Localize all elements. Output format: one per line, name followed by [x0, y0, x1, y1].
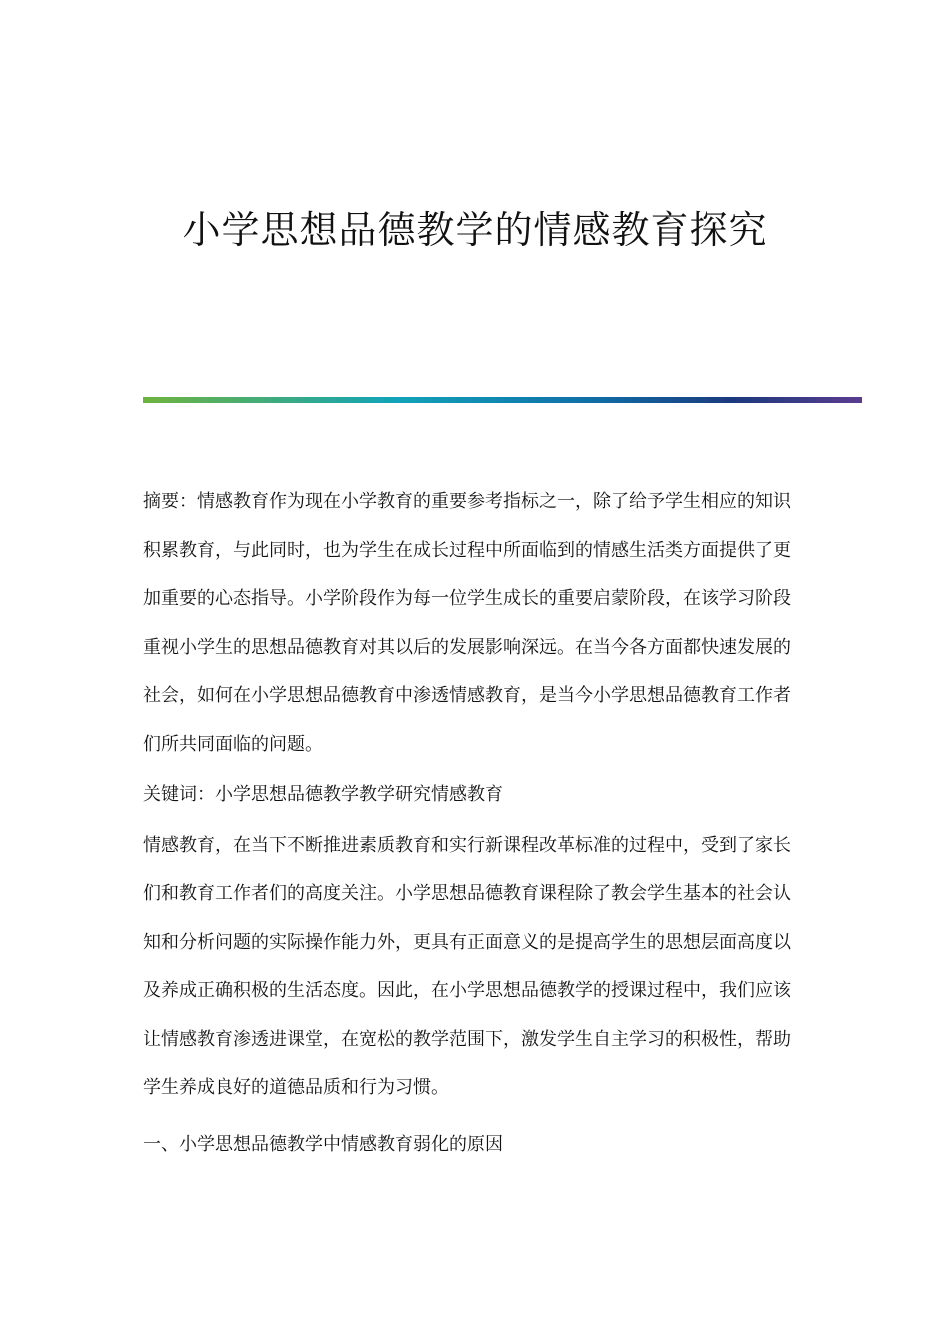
title-divider: [143, 397, 862, 403]
section-heading-1: 一、小学思想品德教学中情感教育弱化的原因: [143, 1133, 503, 1155]
abstract-paragraph: 摘要：情感教育作为现在小学教育的重要参考指标之一，除了给予学生相应的知识积累教育，与此同时，也为学生在成长过程中所面临到的情感生活类方面提供了更加重要的心态指导。小学阶段作为每一位学生成长的重要启蒙阶段，在该学习阶段重视小学生的思想品德教育对其以后的发展影响深远。在当今各方面都快速发展的社会，如何在小学思想品德教育中渗透情感教育，是当今小学思想品德教育工作者们所共同面临的问题。: [143, 491, 791, 755]
intro-paragraph: 情感教育，在当下不断推进素质教育和实行新课程改革标准的过程中，受到了家长们和教育工作者们的高度关注。小学思想品德教育课程除了教会学生基本的社会认知和分析问题的实际操作能力外，更具有正面意义的是提高学生的思想层面高度以及养成正确积极的生活态度。因此，在小学思想品德教学的授课过程中，我们应该让情感教育渗透进课堂，在宽松的教学范围下，激发学生自主学习的积极性，帮助学生养成良好的道德品质和行为习惯。: [143, 834, 791, 1098]
document-title: 小学思想品德教学的情感教育探究: [182, 208, 768, 252]
keywords-line: 关键词：小学思想品德教学教学研究情感教育: [143, 784, 503, 805]
document-body: [143, 478, 791, 1169]
